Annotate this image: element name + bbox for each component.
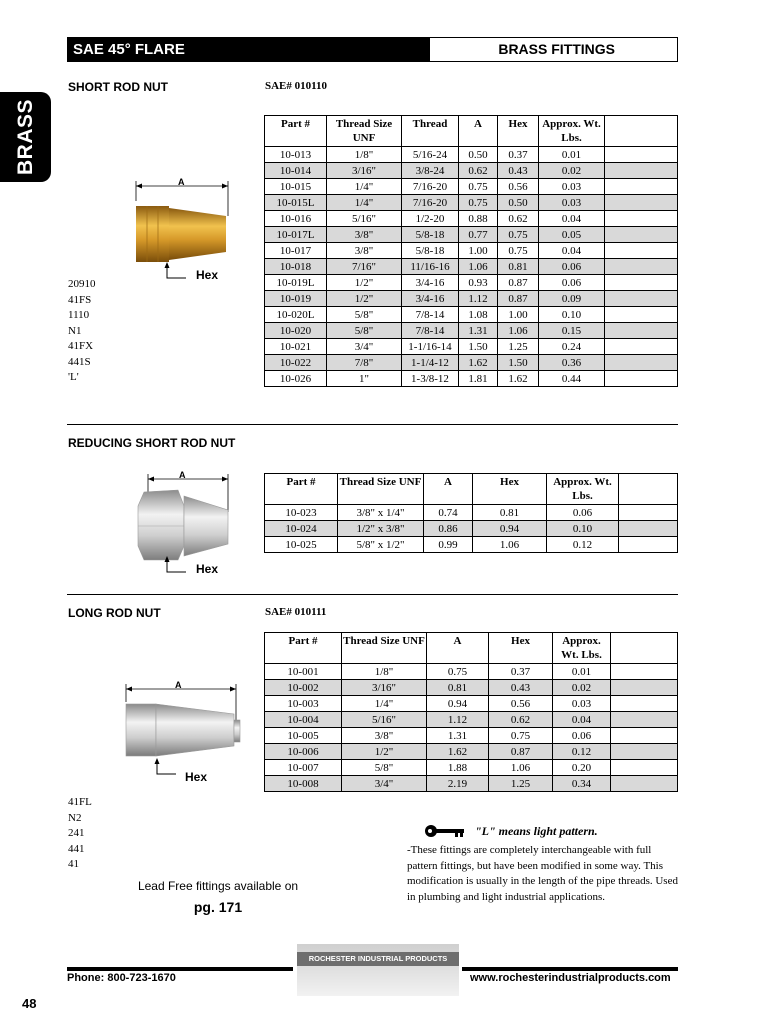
sae-number: SAE# 010111 <box>265 606 327 618</box>
cross-reference-code: 441 <box>68 842 85 855</box>
table-cell: 1-1/4-12 <box>402 355 459 371</box>
table-cell: 2.19 <box>427 776 489 792</box>
table-cell: 0.43 <box>489 680 553 696</box>
table-cell: 0.12 <box>547 537 619 553</box>
column-header: Approx. Wt. Lbs. <box>547 474 619 505</box>
table-cell: 1.12 <box>459 291 498 307</box>
table-cell: 0.93 <box>459 275 498 291</box>
table-cell: 0.86 <box>424 521 473 537</box>
table-cell <box>605 339 678 355</box>
table-cell: 1.06 <box>489 760 553 776</box>
table-cell: 0.06 <box>539 275 605 291</box>
table-cell: 3/16" <box>327 163 402 179</box>
table-cell <box>605 371 678 387</box>
table-cell: 10-020L <box>265 307 327 323</box>
table-cell: 0.10 <box>539 307 605 323</box>
table-cell: 0.50 <box>459 147 498 163</box>
table-cell <box>605 195 678 211</box>
table-cell: 0.03 <box>539 179 605 195</box>
table-row <box>265 243 678 259</box>
table-cell: 10-005 <box>265 728 342 744</box>
table-cell: 0.87 <box>489 744 553 760</box>
table-cell: 1.62 <box>459 355 498 371</box>
table-cell: 0.06 <box>539 259 605 275</box>
table-cell: 1/4" <box>342 696 427 712</box>
column-header: Hex <box>498 116 539 147</box>
logo-text: ROCHESTER INDUSTRIAL PRODUCTS <box>297 952 459 966</box>
cross-reference-code: 'L' <box>68 371 79 383</box>
table-cell: 7/8-14 <box>402 323 459 339</box>
table-cell: 10-004 <box>265 712 342 728</box>
table-cell: 10-014 <box>265 163 327 179</box>
table-cell: 0.75 <box>427 664 489 680</box>
table-cell <box>605 179 678 195</box>
footer-rule-left <box>67 967 293 971</box>
table-row <box>265 227 678 243</box>
column-header: Part # <box>265 474 338 505</box>
dimension-a-label: A <box>178 177 185 187</box>
short-rod-nut-table <box>264 115 678 387</box>
table-cell: 3/8" x 1/4" <box>338 505 424 521</box>
footer-rule-right <box>462 967 678 971</box>
light-pattern-note-title: "L" means light pattern. <box>475 824 598 838</box>
table-cell <box>619 505 678 521</box>
table-cell: 10-017L <box>265 227 327 243</box>
hex-label: Hex <box>185 770 208 784</box>
table-row <box>265 680 678 696</box>
table-cell: 1-1/16-14 <box>402 339 459 355</box>
table-cell: 0.50 <box>498 195 539 211</box>
cross-reference-code: 41FS <box>68 293 92 306</box>
column-header: Part # <box>265 116 327 147</box>
table-cell <box>611 760 678 776</box>
table-cell: 0.75 <box>489 728 553 744</box>
table-cell: 0.99 <box>424 537 473 553</box>
table-cell: 3/4" <box>342 776 427 792</box>
table-cell: 1/4" <box>327 179 402 195</box>
column-header: A <box>424 474 473 505</box>
cross-reference-code: 441S <box>68 355 91 368</box>
table-cell: 0.06 <box>553 728 611 744</box>
cross-reference-codes <box>68 795 92 873</box>
table-cell <box>605 163 678 179</box>
column-header <box>605 116 678 147</box>
table-cell: 0.56 <box>489 696 553 712</box>
table-row <box>265 537 678 553</box>
long-rod-nut-table <box>264 632 678 792</box>
section-divider <box>67 424 678 425</box>
table-cell: 1.00 <box>498 307 539 323</box>
table-cell: 1.50 <box>498 355 539 371</box>
cross-reference-code: 1110 <box>68 309 90 321</box>
column-header: Approx. Wt. Lbs. <box>539 116 605 147</box>
side-tab-label: BRASS <box>13 98 37 176</box>
table-cell: 0.81 <box>498 259 539 275</box>
section-title-long-rod-nut: LONG ROD NUT <box>68 606 161 620</box>
table-cell: 10-020 <box>265 323 327 339</box>
table-cell: 3/8" <box>327 243 402 259</box>
cross-reference-code: 241 <box>68 827 85 839</box>
table-cell <box>611 712 678 728</box>
table-row <box>265 163 678 179</box>
table-cell: 10-016 <box>265 211 327 227</box>
table-cell <box>611 728 678 744</box>
table-cell <box>605 211 678 227</box>
table-cell: 0.06 <box>547 505 619 521</box>
table-cell: 7/16" <box>327 259 402 275</box>
table-row <box>265 179 678 195</box>
cross-reference-code: 20910 <box>68 278 96 290</box>
table-cell: 1.62 <box>427 744 489 760</box>
cross-reference-codes <box>68 277 96 386</box>
table-row <box>265 712 678 728</box>
table-cell: 0.94 <box>473 521 547 537</box>
table-cell <box>605 355 678 371</box>
table-cell: 0.02 <box>553 680 611 696</box>
table-row <box>265 728 678 744</box>
table-cell: 1.00 <box>459 243 498 259</box>
table-cell: 7/16-20 <box>402 195 459 211</box>
rochester-logo <box>297 944 459 996</box>
table-cell: 10-006 <box>265 744 342 760</box>
table-cell: 0.24 <box>539 339 605 355</box>
table-cell: 1.62 <box>498 371 539 387</box>
table-cell: 0.36 <box>539 355 605 371</box>
column-header: Hex <box>473 474 547 505</box>
table-cell: 0.37 <box>498 147 539 163</box>
table-cell: 0.77 <box>459 227 498 243</box>
table-cell: 0.04 <box>539 243 605 259</box>
table-row <box>265 307 678 323</box>
table-cell: 0.88 <box>459 211 498 227</box>
table-cell: 10-001 <box>265 664 342 680</box>
table-cell <box>611 744 678 760</box>
column-header: Thread Size UNF <box>327 116 402 147</box>
table-cell: 3/8-24 <box>402 163 459 179</box>
table-cell: 0.05 <box>539 227 605 243</box>
table-cell: 1.50 <box>459 339 498 355</box>
table-cell: 1.88 <box>427 760 489 776</box>
table-cell: 0.15 <box>539 323 605 339</box>
footer-phone: Phone: 800-723-1670 <box>67 972 176 984</box>
table-cell: 10-015L <box>265 195 327 211</box>
table-cell <box>605 323 678 339</box>
table-row <box>265 664 678 680</box>
table-cell: 1/2" <box>342 744 427 760</box>
table-row <box>265 760 678 776</box>
table-cell: 0.34 <box>553 776 611 792</box>
cross-reference-code: 41FX <box>68 340 94 352</box>
column-header: Hex <box>489 633 553 664</box>
table-cell: 10-013 <box>265 147 327 163</box>
table-cell: 3/8" <box>327 227 402 243</box>
table-cell: 1.31 <box>427 728 489 744</box>
column-header: Approx. Wt. Lbs. <box>553 633 611 664</box>
dimension-a-label: A <box>179 470 186 480</box>
column-header: A <box>459 116 498 147</box>
table-cell: 1.06 <box>473 537 547 553</box>
table-row <box>265 147 678 163</box>
table-cell: 10-007 <box>265 760 342 776</box>
table-cell: 1.06 <box>459 259 498 275</box>
cross-reference-code: N2 <box>68 811 82 824</box>
page-number: 48 <box>22 996 37 1011</box>
table-cell: 10-003 <box>265 696 342 712</box>
long-rod-nut-illustration <box>118 680 248 785</box>
table-cell: 1.12 <box>427 712 489 728</box>
table-cell: 1/8" <box>327 147 402 163</box>
table-cell <box>611 680 678 696</box>
table-cell: 0.62 <box>489 712 553 728</box>
table-row <box>265 521 678 537</box>
table-row <box>265 744 678 760</box>
table-cell <box>605 227 678 243</box>
dimension-a-label: A <box>175 680 182 690</box>
sae-number: SAE# 010110 <box>265 80 328 92</box>
table-cell: 1.06 <box>498 323 539 339</box>
cross-reference-code: 41FL <box>68 796 92 808</box>
table-cell: 10-024 <box>265 521 338 537</box>
table-row <box>265 355 678 371</box>
table-cell: 1.81 <box>459 371 498 387</box>
table-row <box>265 275 678 291</box>
table-cell: 10-022 <box>265 355 327 371</box>
footer-website-link[interactable]: www.rochesterindustrialproducts.com <box>470 972 671 984</box>
table-cell: 0.03 <box>553 696 611 712</box>
table-cell: 0.12 <box>553 744 611 760</box>
table-cell: 5/8" <box>327 307 402 323</box>
table-cell: 5/8" x 1/2" <box>338 537 424 553</box>
cross-reference-code: N1 <box>68 324 82 337</box>
table-cell: 3/16" <box>342 680 427 696</box>
table-cell <box>611 664 678 680</box>
table-cell: 10-019L <box>265 275 327 291</box>
table-cell: 3/4-16 <box>402 275 459 291</box>
table-cell: 5/8" <box>342 760 427 776</box>
table-cell: 10-002 <box>265 680 342 696</box>
table-cell <box>605 147 678 163</box>
table-cell <box>605 291 678 307</box>
table-cell: 7/8-14 <box>402 307 459 323</box>
table-cell: 0.81 <box>473 505 547 521</box>
table-cell <box>619 521 678 537</box>
table-cell: 1.31 <box>459 323 498 339</box>
table-cell: 1.25 <box>498 339 539 355</box>
table-cell: 1/2" x 3/8" <box>338 521 424 537</box>
table-cell: 0.04 <box>539 211 605 227</box>
section-divider <box>67 594 678 595</box>
table-cell: 7/16-20 <box>402 179 459 195</box>
table-cell: 10-017 <box>265 243 327 259</box>
table-cell: 0.56 <box>498 179 539 195</box>
header-category: SAE 45° FLARE <box>68 38 430 61</box>
column-header: Thread <box>402 116 459 147</box>
table-cell: 10-008 <box>265 776 342 792</box>
table-cell: 5/16-24 <box>402 147 459 163</box>
table-cell: 0.20 <box>553 760 611 776</box>
table-cell: 5/16" <box>342 712 427 728</box>
table-cell: 10-019 <box>265 291 327 307</box>
table-cell: 0.01 <box>539 147 605 163</box>
table-cell: 0.75 <box>459 195 498 211</box>
table-cell: 5/8" <box>327 323 402 339</box>
table-cell: 5/16" <box>327 211 402 227</box>
table-row <box>265 291 678 307</box>
lead-free-page-link[interactable]: pg. 171 <box>193 899 243 915</box>
table-cell: 0.01 <box>553 664 611 680</box>
table-cell: 0.87 <box>498 275 539 291</box>
table-row <box>265 776 678 792</box>
table-cell: 1/2-20 <box>402 211 459 227</box>
table-row <box>265 259 678 275</box>
reducing-short-rod-nut-table <box>264 473 678 553</box>
table-row <box>265 505 678 521</box>
light-pattern-note-body: -These fittings are completely interchangeable with full pattern fittings, but have been modified in some way. This modification is usually in the length of the pipe threads. Used in plumbing and light industrial applications. <box>407 844 678 903</box>
table-cell: 0.03 <box>539 195 605 211</box>
table-row <box>265 195 678 211</box>
table-cell <box>619 537 678 553</box>
table-cell <box>605 243 678 259</box>
column-header: Thread Size UNF <box>342 633 427 664</box>
table-cell <box>605 275 678 291</box>
table-cell: 1/4" <box>327 195 402 211</box>
column-header <box>619 474 678 505</box>
table-cell: 0.37 <box>489 664 553 680</box>
table-row <box>265 339 678 355</box>
table-cell: 11/16-16 <box>402 259 459 275</box>
table-cell: 1/2" <box>327 291 402 307</box>
table-cell <box>605 307 678 323</box>
table-row <box>265 323 678 339</box>
column-header <box>611 633 678 664</box>
table-cell: 5/8-18 <box>402 243 459 259</box>
table-cell: 0.81 <box>427 680 489 696</box>
table-cell: 10-026 <box>265 371 327 387</box>
table-cell: 1.08 <box>459 307 498 323</box>
table-cell: 3/4-16 <box>402 291 459 307</box>
table-cell: 0.02 <box>539 163 605 179</box>
table-cell: 7/8" <box>327 355 402 371</box>
lead-free-note: Lead Free fittings available on <box>137 879 299 893</box>
table-row <box>265 696 678 712</box>
table-cell: 1.25 <box>489 776 553 792</box>
table-cell <box>605 259 678 275</box>
table-cell: 10-018 <box>265 259 327 275</box>
table-cell: 0.43 <box>498 163 539 179</box>
header-bar <box>67 37 678 62</box>
table-cell: 0.62 <box>498 211 539 227</box>
table-cell <box>611 776 678 792</box>
section-title-short-rod-nut: SHORT ROD NUT <box>68 80 168 94</box>
table-cell <box>611 696 678 712</box>
table-cell: 0.62 <box>459 163 498 179</box>
table-cell: 5/8-18 <box>402 227 459 243</box>
table-cell: 10-015 <box>265 179 327 195</box>
table-row <box>265 371 678 387</box>
table-cell: 0.74 <box>424 505 473 521</box>
table-cell: 1/8" <box>342 664 427 680</box>
table-cell: 3/8" <box>342 728 427 744</box>
key-icon <box>423 823 467 839</box>
cross-reference-code: 41 <box>68 858 79 870</box>
hex-label: Hex <box>196 268 219 282</box>
reducing-short-rod-nut-illustration <box>128 470 238 580</box>
column-header: A <box>427 633 489 664</box>
table-cell: 10-023 <box>265 505 338 521</box>
table-cell: 10-025 <box>265 537 338 553</box>
short-rod-nut-illustration <box>128 176 238 286</box>
table-row <box>265 211 678 227</box>
side-tab <box>0 92 51 182</box>
table-cell: 0.44 <box>539 371 605 387</box>
hex-label: Hex <box>196 562 219 576</box>
table-cell: 0.10 <box>547 521 619 537</box>
table-cell: 1" <box>327 371 402 387</box>
column-header: Thread Size UNF <box>338 474 424 505</box>
column-header: Part # <box>265 633 342 664</box>
table-cell: 0.75 <box>498 227 539 243</box>
header-product-line: BRASS FITTINGS <box>498 41 615 57</box>
table-cell: 3/4" <box>327 339 402 355</box>
table-cell: 10-021 <box>265 339 327 355</box>
table-cell: 0.87 <box>498 291 539 307</box>
table-cell: 0.75 <box>498 243 539 259</box>
table-cell: 0.75 <box>459 179 498 195</box>
table-cell: 0.94 <box>427 696 489 712</box>
table-cell: 1-3/8-12 <box>402 371 459 387</box>
table-cell: 0.09 <box>539 291 605 307</box>
section-title-reducing-short-rod-nut: REDUCING SHORT ROD NUT <box>68 436 236 450</box>
table-cell: 0.04 <box>553 712 611 728</box>
table-cell: 1/2" <box>327 275 402 291</box>
